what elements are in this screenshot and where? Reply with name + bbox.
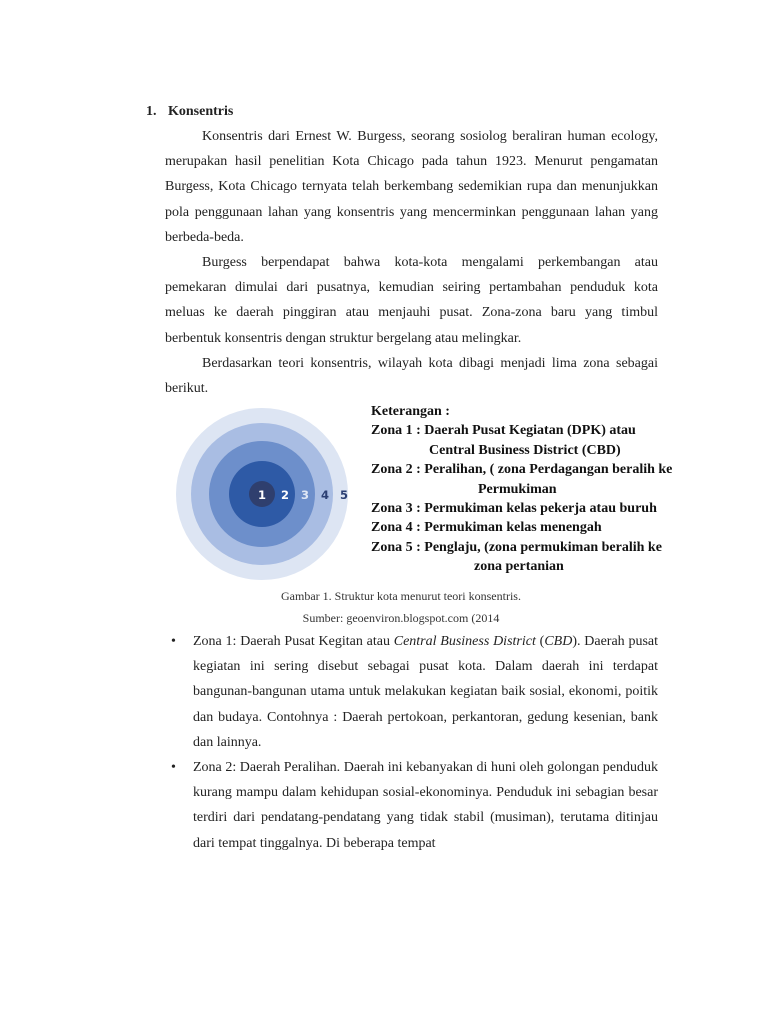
legend-zone-4: Zona 4 : Permukiman kelas menengah [371,520,602,536]
figure-caption: Gambar 1. Struktur kota menurut teori konsentris. [281,589,521,603]
concentric-rings-svg [170,407,354,581]
bullet-icon: • [171,760,176,776]
figure-source: Sumber: geoenviron.blogspot.com (2014 [302,611,500,625]
paragraph-2: Burgess berpendapat bahwa kota-kota mengalami perkembangan atau pemekaran dimulai dari pusatnya, kemudian seiring pertambahan penduduk kota meluas ke daerah pinggiran atau menjauhi pusat. Zona-zona baru yang timbul berbentuk konsentris dengan struktur bergelang atau melingkar. [165,255,658,346]
zone-1-cbd-term: Central Business District [393,634,536,649]
bullet-icon: • [171,634,176,649]
zone-1-paren: ( [535,634,545,649]
zone-1-cbd-abbr: CBD [544,634,573,649]
paragraph-3: Berdasarkan teori konsentris, wilayah kota dibagi menjadi lima zona sebagai berikut. [165,356,658,397]
list-item-zone-2 [165,755,658,856]
concentric-zones-diagram [170,407,354,581]
ring-label-4: 4 [320,488,330,502]
zone-1-description: ). Daerah pusat kegiatan ini sering disebut sebagai pusat kota. Dalam daerah ini terdapat bangunan-bangunan utama untuk melakukan kegiatan baik sosial, ekonomi, poitik dan budaya. Contohnya : Daerah pertokoan, perkantoran, gedung kesenian, bank dan lainnya. [193,634,659,750]
legend-zone-1-cont: Central Business District (CBD) [429,442,621,458]
zone-2-description: Zona 2: Daerah Peralihan. Daerah ini kebanyakan di huni oleh golongan penduduk kurang mampu dalam kehidupan sosial-ekonominya. Penduduk ini sebagian besar terdiri dari pendatang-pendatang yang tidak stabil (musiman), terutama ditinjau dari tempat tinggalnya. Di beberapa tempat [193,760,658,851]
legend-title: Keterangan : [371,404,450,419]
ring-label-1: 1 [257,488,267,502]
paragraph-1: Konsentris dari Ernest W. Burgess, seorang sosiolog beraliran human ecology, merupakan hasil penelitian Kota Chicago pada tahun 1923. Menurut pengamatan Burgess, Kota Chicago ternyata telah berkembang sedemikian rupa dan menunjukkan pola penggunaan lahan yang konsentris yang mencerminkan penggunaan lahan yang berbeda-beda. [165,129,658,245]
ring-label-3: 3 [300,488,310,502]
section-heading [146,104,233,120]
legend-zone-5: Zona 5 : Penglaju, (zona permukiman beralih ke [371,539,662,555]
zone-description-list [165,629,658,856]
legend-zone-3: Zona 3 : Permukiman kelas pekerja atau buruh [371,501,657,517]
legend-zone-2-cont: Permukiman [478,481,557,497]
section-title: Konsentris [168,104,234,119]
zone-legend [371,402,672,577]
legend-zone-1: Zona 1 : Daerah Pusat Kegiatan (DPK) atau [371,423,636,439]
legend-zone-5-cont: zona pertanian [474,559,564,575]
legend-zone-2: Zona 2 : Peralihan, ( zona Perdagangan beralih ke [371,462,673,478]
list-item-zone-1 [165,629,658,755]
ring-label-5: 5 [339,488,349,502]
zone-1-lead: Zona 1: Daerah Pusat Kegitan atau [193,634,394,649]
ring-label-2: 2 [280,488,290,502]
section-number: 1. [146,104,157,119]
